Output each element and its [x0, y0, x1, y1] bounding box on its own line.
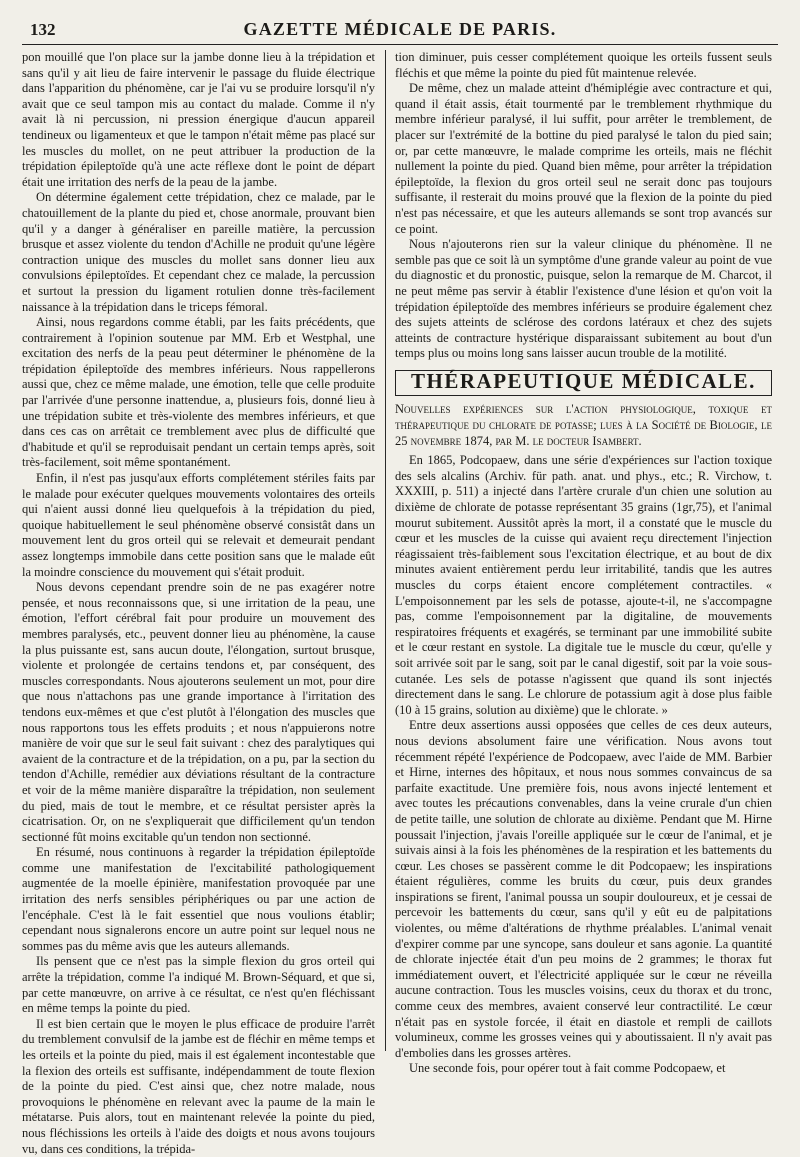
left-column — [22, 50, 385, 1156]
section-title-box — [395, 370, 772, 397]
paragraph: De même, chez un malade atteint d'hémiplégie avec contracture et qui, quand il était assis, était tourmenté par le tremblement rhythmique du membre inférieur paralysé, il lui suffit, pour arrêter le tremblement, de placer sur l'extrémité de la bottine du pied paralysé le talon du pied sain; or, par cette manœuvre, le malade comprime les orteils, mais ne fléchit nullement la pointe du pied. Quand bien même, pour arrêter la trépidation épileptoïde, la flexion du gros orteil seul ne serait donc pas toujours suffisante, il resterait du moins prouvé que la flexion de la pointe du pied n'est pas nécessaire, et que les auteurs allemands se sont trop avancés sur ce point. — [395, 81, 772, 236]
section-title: THÉRAPEUTIQUE MÉDICALE. — [411, 368, 756, 393]
page-number: 132 — [30, 20, 56, 39]
paragraph: Une seconde fois, pour opérer tout à fait comme Podcopaew, et — [409, 1061, 726, 1076]
right-column — [386, 50, 772, 1076]
paragraph: Ils pensent que ce n'est pas la simple flexion du gros orteil qui arrête la trépidation, comme l'a indiqué M. Brown-Séquard, et que si, par cette manœuvre, on arrive à ce résultat, ce n'est qu'en fléchissant en même temps la pointe du pied. — [22, 954, 375, 1016]
paragraph: Nous n'ajouterons rien sur la valeur clinique du phénomène. Il ne semble pas que ce soit là un symptôme d'une grande valeur au point de vue du diagnostic et du pronostic, puisque, selon la remarque de M. Charcot, il ne peut même pas servir à établir l'existence d'une lésion et qu'on voit la trépidation épileptoïde des membres inférieurs se produire également chez des sujets atteints de sclérose des cordons latéraux et chez des sujets atteints de contracture hystérique disparaissant subitement au bout d'un temps plus ou moins long sans laisser aucun trouble de la motilité. — [395, 237, 772, 361]
paragraph: Entre deux assertions aussi opposées que celles de ces deux auteurs, nous devions absolument faire une vérification. Nous avons tout récemment répété l'expérience de Podcopaew, avec l'aide de MM. Barbier et Hirne, internes des hôpitaux, et nous nous sommes convaincus de sa parfaite exactitude. Une première fois, nous avons injecté lentement et avec toutes les précautions convenables, dans la veine crurale d'un chien de petite taille, une solution de chlorate au dixième. Pendant que M. Hirne poussait l'injection, j'avais l'oreille appliquée sur le cœur de l'animal, et je suivais ainsi à la fois les phénomènes de la respiration et les battements du cœur. Les choses se passèrent comme le dit Podcopaew; les inspirations étaient régulières, comme les bruits du cœur, puis deux grandes inspirations se firent, l'animal poussa un soupir douloureux, et je cessai de percevoir les battements du cœur, sans qu'il y eût eu de palpitations violentes, ou même d'altérations de rhythme préalables. L'animal venait d'expirer comme par une syncope, sans douleur et sans agonie. La quantité de chlorate injectée était d'un peu moins de 2 grammes; le thorax fut immédiatement ouvert, et l'électricité appliquée sur le cœur ne réveilla aucune contraction. Tous les muscles voisins, ceux du thorax et du tronc, comme ceux des membres, avaient conservé leur contractilité. Le cœur n'était pas en systole forcée, il était en diastole et rempli de caillots volumineux, comme les grosses veines qui y aboutissaient. Il n'y avait pas d'embolies dans les grosses artères. — [395, 718, 772, 1060]
text-columns — [22, 50, 780, 1156]
paragraph: En résumé, nous continuons à regarder la trépidation épileptoïde comme une manifestation de l'excitabilité pathologiquement augmentée de la moelle épinière, manifestation provoquée par une irritation des nerfs sensibles périphériques ou par une action de l'encéphale. C'est là le fait essentiel que nous voulions établir; cependant nous signalerons encore un autre point sur lequel nous ne sommes pas du même avis que les auteurs allemands. — [22, 845, 375, 953]
journal-title: GAZETTE MÉDICALE DE PARIS. — [243, 19, 557, 39]
paragraph: pon mouillé que l'on place sur la jambe donne lieu à la trépidation et sans qu'il y ait lieu de faire intervenir le passage du fluide électrique dans l'apparition du phénomène, car je l'ai vu se produire lorsqu'il n'y avait que ce seul tampon mis au contact du malade. Comme il n'y avait là ni percussion, ni pression énergique d'aucun appareil tendineux ou ligamenteux et que le tampon n'était même pas placé sur les muscles du mollet, on ne peut attribuer la production de la trépidation épileptoïde qu'à une acte réflexe dont le point de départ était une irritation des nerfs de la peau de la jambe. — [22, 50, 375, 189]
paragraph: En 1865, Podcopaew, dans une série d'expériences sur l'action toxique des sels alcalins (Archiv. für path. anat. und phys., etc.; R. Virchow, t. XXXIII, p. 511) a injecté dans l'artère crurale d'un chien une solution au dixième de chlorate de potasse représentant 35 grains (1gr,75), et l'animal mourut subitement. Aussitôt après la mort, il a constaté que le muscle du cœur et les muscles de la cuisse qui avaient reçu directement l'injection réagissaient très-faiblement sous l'excitation électrique, et au bout de dix minutes avaient entièrement perdu leur irritabilité, tandis que les autres muscles du corps étaient encore complétement contractiles. « L'empoisonnement par les sels de potasse, ajoute-t-il, ne s'accompagne pas, comme l'empoisonnement par la digitaline, de mouvements respiratoires fréquents et exagérés, se terminant par une immobilité subite et le cœur restant en systole. La digitale tue le muscle du cœur, qu'elle y soit arrivée soit par le sang, soit par le canal digestif, soit par la voie sous-cutanée. Les sels de potasse n'agissent que quand ils sont injectés directement dans le sang. Le chlorure de potassium agit à dose plus faible (10 à 15 grains, solution au dixième) que le chlorate. » — [395, 453, 772, 717]
paragraph: tion diminuer, puis cesser complétement quoique les orteils fussent seuls fléchis et que même la pointe du pied fût maintenue relevée. — [395, 50, 772, 80]
paragraph: Enfin, il n'est pas jusqu'aux efforts complétement stériles faits par le malade pour exécuter quelques mouvements volontaires des orteils qui n'aient aussi donné lieu quelquefois à la trépidation du pied, quoique habituellement le seul phénomène observé consistât dans un mouvement lent du gros orteil qui se relevait et demeurait pendant assez longtemps immobile dans cette position sans que le malade eût la moindre conscience du mouvement qui s'était produit. — [22, 471, 375, 579]
article-heading: Nouvelles expériences sur l'action physiologique, toxique et thérapeutique du chlorate de potasse; lues à la Société de Biologie, le 25 novembre 1874, par M. le docteur Isambert. — [395, 402, 772, 448]
running-head — [22, 18, 778, 45]
paragraph: Il est bien certain que le moyen le plus efficace de produire l'arrêt du tremblement convulsif de la jambe est de fléchir en même temps et les orteils et la pointe du pied, mais il est également incontestable que la flexion des orteils est suffisante, indépendamment de toute flexion de la pointe du pied. C'est ainsi que, chez notre malade, nous provoquions le phénomène en relevant avec la paume de la main le métatarse. Puis alors, tout en maintenant relevée la pointe du pied, nous fléchissions les orteils à l'aide des doigts et nous avons toujours vu, dans ces conditions, la trépida- — [22, 1016, 375, 1156]
paragraph: On détermine également cette trépidation, chez ce malade, par le chatouillement de la plante du pied et, chose anormale, prouvant bien qu'il y a danger à généraliser en pareille matière, la percussion brusque et assez violente du tendon d'Achille ne produit qu'une légère contraction unique des muscles du mollet sans donner lieu aux convulsions épileptoïdes. Et cependant chez ce malade, la percussion et surtout la pression du ligament rotulien donne très-facilement naissance à la trépidation dans le triceps fémoral. — [22, 190, 375, 314]
paragraph: Ainsi, nous regardons comme établi, par les faits précédents, que contrairement à l'opinion soutenue par MM. Erb et Westphal, une excitation des nerfs de la peau peut déterminer le phénomène de la trépidation épileptoïde des membres inférieurs. Nous rappellerons aussi que, chez ce même malade, une émotion, telle que celle produite par l'arrivée d'une personne inattendue, a, plusieurs fois, donné lieu à une trépidation subite et très-violente des membres inférieurs, et que dans ces cas on arrêtait ce tremblement avec plus de difficulté que d'habitude et qu'il se reproduisait pendant un certain temps après, soit très-facilement, soit même spontanément. — [22, 315, 375, 470]
paragraph: Nous devons cependant prendre soin de ne pas exagérer notre pensée, et nous reconnaissons que, si une irritation de la peau, une émotion, l'effort cérébral fait pour produire un mouvement des membres paralysés, etc., peuvent donner lieu au phénomène, la cause la plus puissante est, sans aucun doute, l'élongation, surtout brusque, violente et prolongée de certains tendons et, par conséquent, des muscles correspondants. Nous ajouterons seulement un mot, pour dire que nous n'attachons pas une grande importance à l'irritation des tendons eux-mêmes et que c'est plutôt à l'élongation des muscles que nous rapportons tous les effets produits ; et nous n'appuierons notre manière de voir que sur le seul fait suivant : chez des paralytiques qui avaient de la contracture et de la trépidation, on a pu, par la section du tendon d'Achille, remédier aux déviations résultant de la contracture et voir de la même manière disparaître la trépidation, non seulement du pied, mais de tout le membre, et ce résultat persister après la cicatrisation. Or, on ne s'expliquerait que difficilement qu'un tendon sectionné fût moins excitable qu'un tendon non sectionné. — [22, 580, 375, 844]
